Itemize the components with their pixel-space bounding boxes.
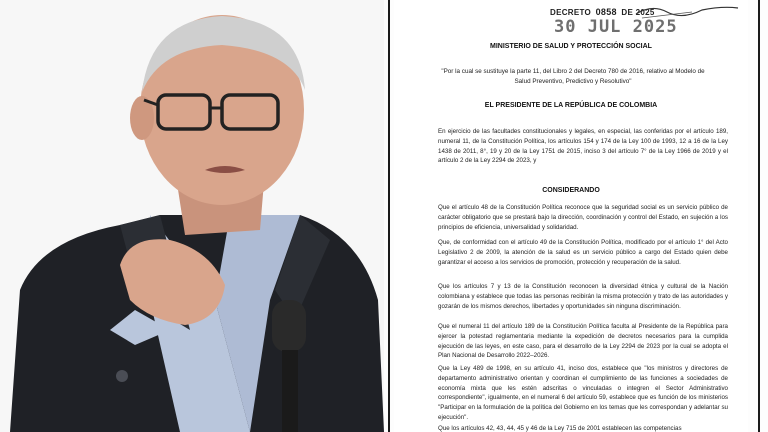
paragraph: Que el artículo 48 de la Constitución Política reconoce que la seguridad social es un servicio público de carácter obligatorio que se prestará bajo la dirección, coordinación y control del Estado, en sujeción a los principios de eficiencia, universalidad y solidaridad. bbox=[438, 204, 728, 231]
paragraph: Que el numeral 11 del artículo 189 de la Constitución Política faculta al Presidente de la República para ejercer la potestad reglamentaria mediante la expedición de decretos necesarios para la cumplida ejecución de las leyes, en este caso, para el desarrollo de la Ley 2294 de 2023 por la cual se adopta el Plan Nacional de Desarrollo 2022–2026. bbox=[438, 323, 728, 360]
date-stamp: 30 JUL 2025 bbox=[554, 17, 678, 37]
decree-year: 2025 bbox=[635, 8, 655, 17]
decree-label: DECRETO bbox=[550, 8, 592, 17]
signature-scribble bbox=[632, 2, 742, 22]
intro-paragraph: En ejercicio de las facultades constitucionales y legales, en especial, las conferidas por el artículo 189, numeral 11, de la Constitución Política, los artículos 154 y 174 de la Ley 100 de 1993, 12 a 16 de la Ley 1438 de 2011, 8°, 19 y 20 de la Ley 1751 de 2015, inciso 3 del artículo 7° de la Ley 1966 de 2019 y el artículo 2 de la Ley 2294 de 2023, y bbox=[438, 128, 728, 165]
paragraph: Que, de conformidad con el artículo 49 de la Constitución Política, modificado por el artículo 1° del Acto Legislativo 2 de 2009, la atención de la salud es un servicio público a cargo del Estado quien debe garantizar el acceso a los servicios de promoción, protección y recuperación de la salud. bbox=[438, 239, 728, 266]
page-edge-left bbox=[388, 0, 390, 432]
paragraph: Que los artículos 42, 43, 44, 45 y 46 de la Ley 715 de 2001 establecen las competencias bbox=[438, 425, 682, 432]
decree-title: "Por la cual se sustituye la parte 11, del Libro 2 del Decreto 780 de 2016, relativo al Modelo de Salud Preventivo, Predictivo y Resolutivo" bbox=[441, 68, 705, 85]
document-page bbox=[394, 0, 748, 432]
decree-of: DE bbox=[621, 8, 634, 17]
decree-number: 0858 bbox=[595, 7, 617, 17]
paragraph: Que los artículos 7 y 13 de la Constitución reconocen la diversidad étnica y cultural de la Nación colombiana y establece que todas las personas recibirán la misma protección y trato de las autoridades y gozarán de los mismos derechos, libertades y oportunidades sin ninguna discriminación. bbox=[438, 283, 728, 310]
decree-document bbox=[384, 0, 768, 432]
considerando-heading: CONSIDERANDO bbox=[542, 187, 600, 194]
issuer-heading: EL PRESIDENTE DE LA REPÚBLICA DE COLOMBIA bbox=[484, 102, 658, 109]
paragraph: Que la Ley 489 de 1998, en su artículo 41, inciso dos, establece que "los ministros y directores de departamento administrativo orientan y coordinan el cumplimiento de las funciones a sociedades de economía mixta que les estén adscritas o vinculadas o integren el Sector Administrativo correspondiente", igualmente, en el numeral 6 del artículo 59, establece que es función de los ministerios "Participar en la formulación de la política del Gobierno en los temas que les correspondan y adelantar su ejecución". bbox=[438, 365, 728, 421]
page-edge-right bbox=[758, 0, 760, 432]
microphone-icon bbox=[272, 300, 306, 352]
ministry-name: MINISTERIO DE SALUD Y PROTECCIÓN SOCIAL bbox=[490, 43, 652, 50]
